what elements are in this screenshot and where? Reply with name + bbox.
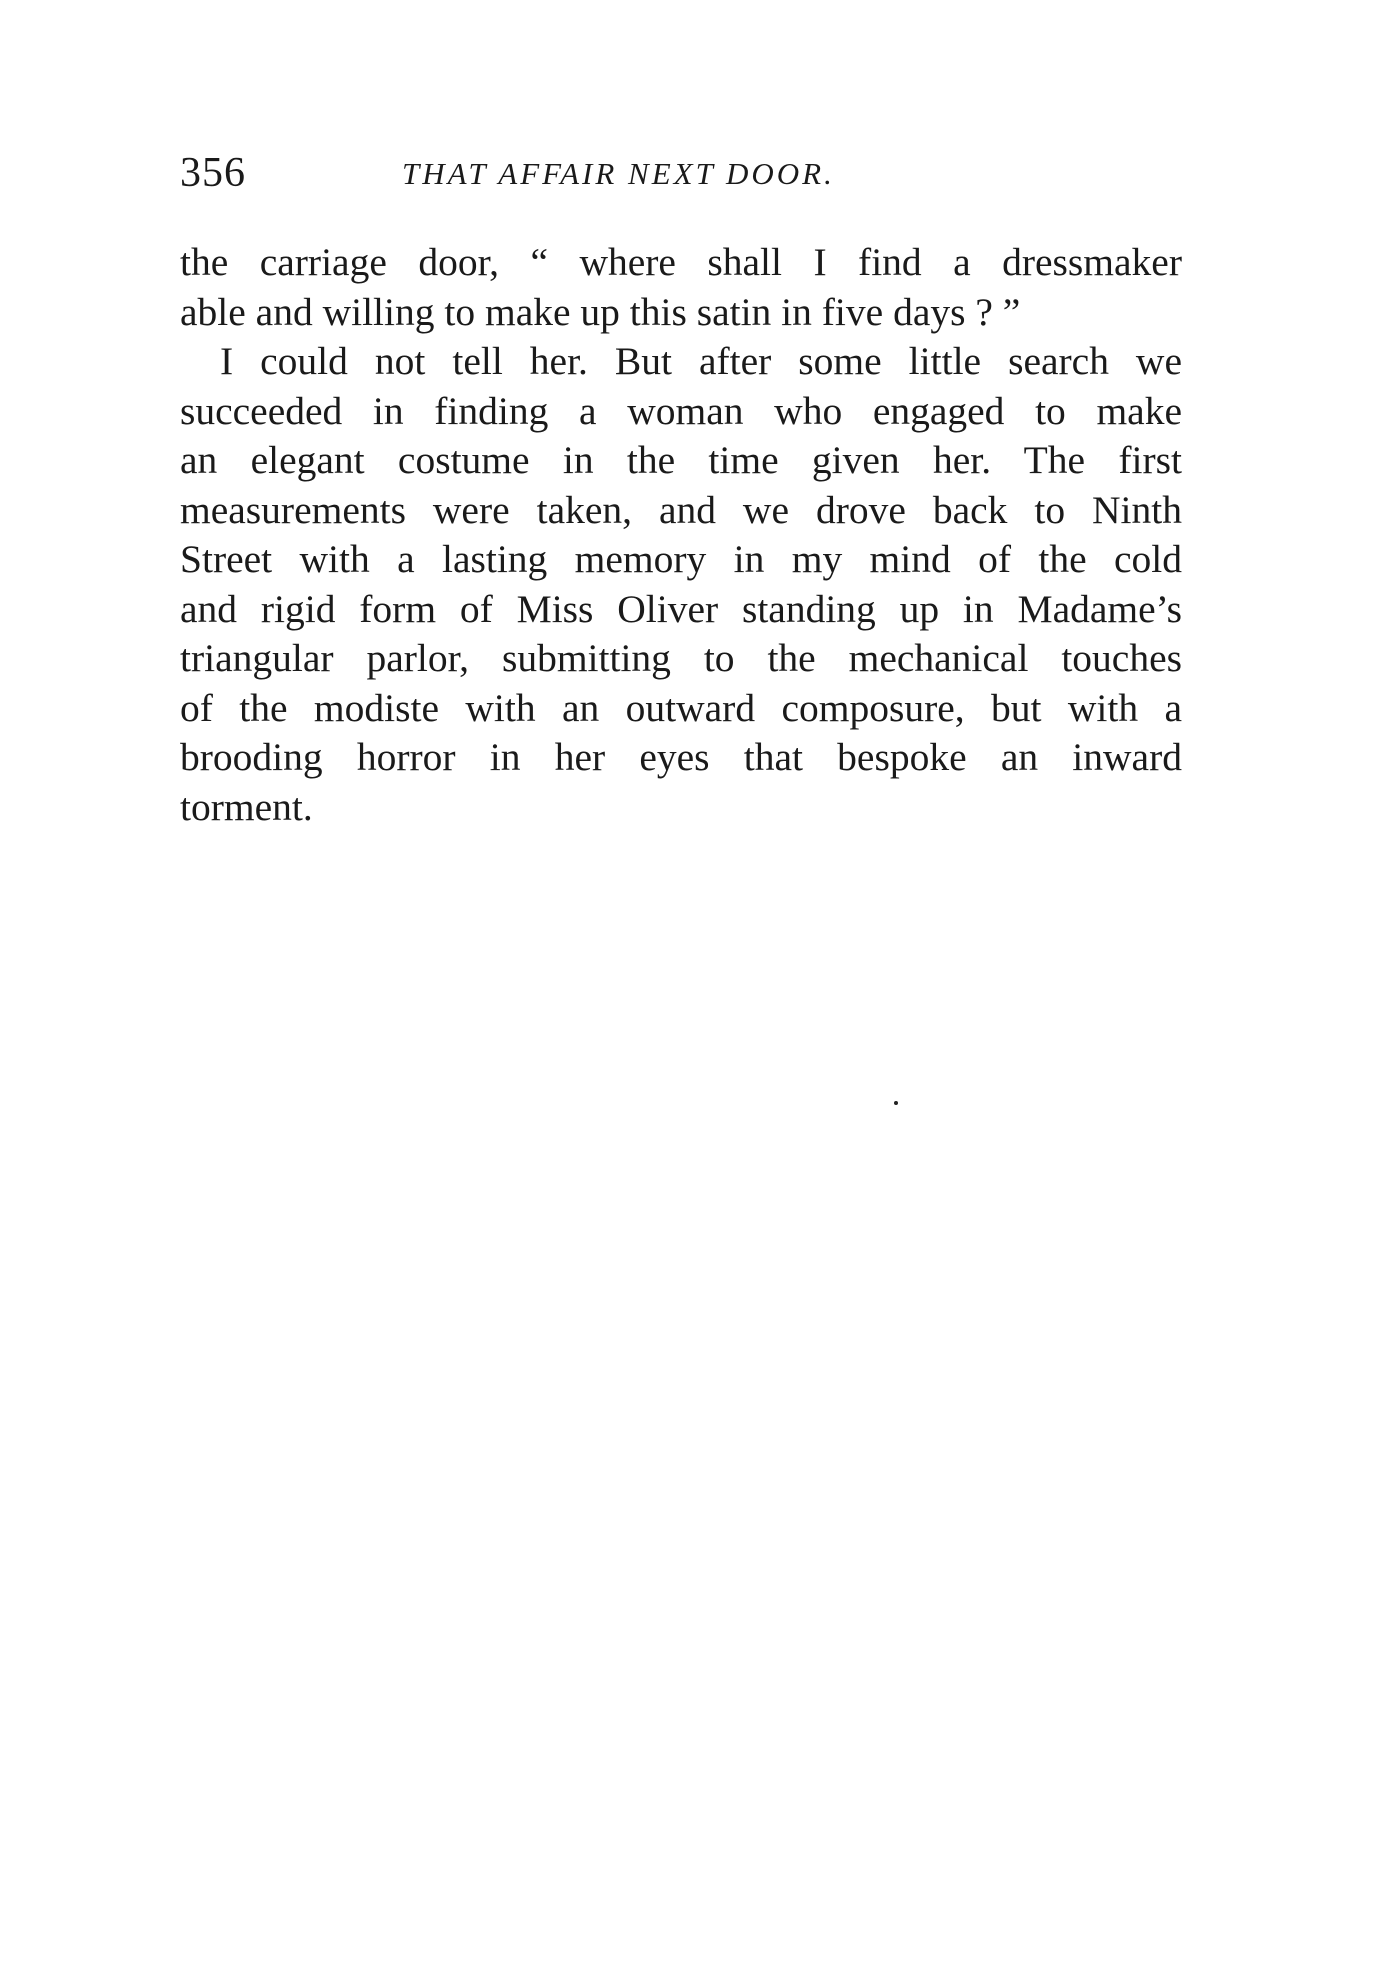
text-line: of the modiste with an outward composure, but with a — [180, 685, 1182, 730]
text-line: brooding horror in her eyes that bespoke an inward — [180, 735, 1182, 779]
paragraph-2 — [180, 337, 1182, 832]
text-line: I could not tell her. But after some little search we — [220, 339, 1182, 383]
text-line: an elegant costume in the time given her. The first — [180, 438, 1182, 482]
paragraph-1 — [180, 238, 1182, 337]
text-line: Street with a lasting memory in my mind of the cold — [180, 537, 1182, 581]
text-line: measurements were taken, and we drove back to Ninth — [180, 487, 1182, 532]
text-line: torment. — [180, 784, 313, 829]
page-header — [180, 148, 1180, 198]
scan-speck — [894, 1101, 898, 1105]
text-line: triangular parlor, submitting to the mechanical touches — [180, 636, 1182, 680]
text-line: succeeded in finding a woman who engaged to make — [180, 388, 1182, 433]
text-line: able and willing to make up this satin in five days ? ” — [180, 289, 1021, 334]
text-line: and rigid form of Miss Oliver standing up in Madame’s — [180, 586, 1182, 631]
text-line: the carriage door, “ where shall I find a dressmaker — [180, 240, 1182, 284]
running-title: THAT AFFAIR NEXT DOOR. — [402, 156, 835, 191]
page-number: 356 — [180, 150, 246, 196]
body-text — [180, 238, 1182, 832]
